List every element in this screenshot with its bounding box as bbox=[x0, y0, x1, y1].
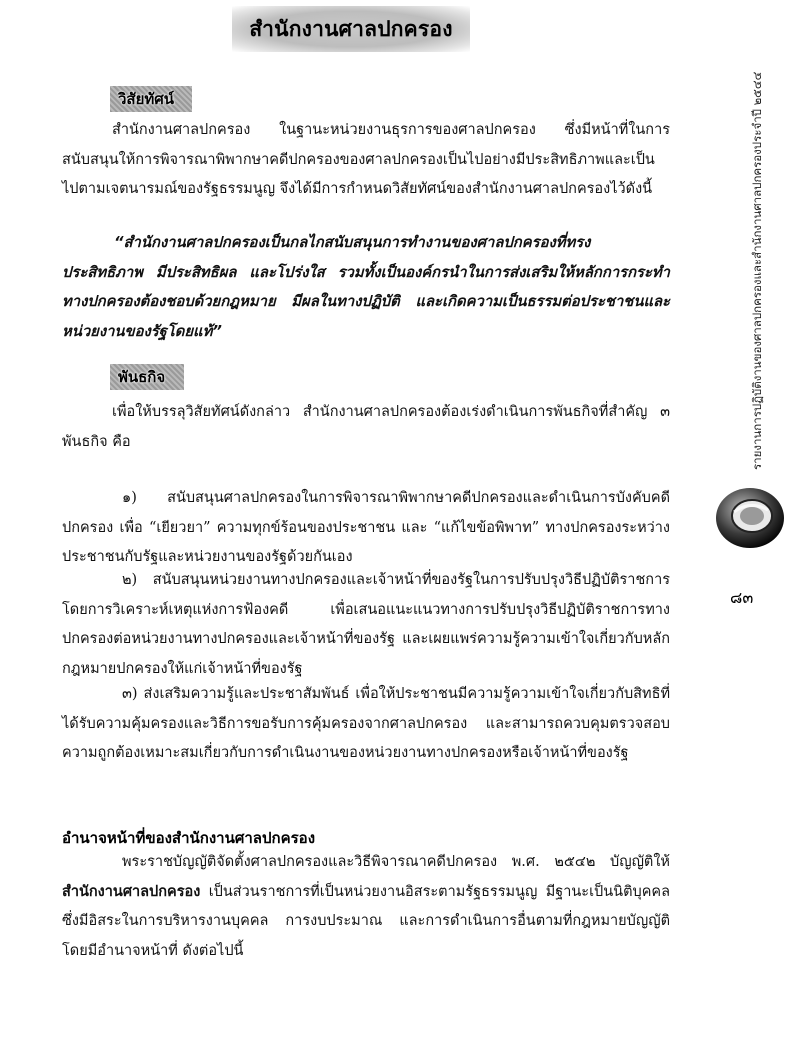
mission-intro: เพื่อให้บรรลุวิสัยทัศน์ดังกล่าว สำนักงานศาลปกครองต้องเร่งดำเนินการพันธกิจที่สำคัญ ๓ พันธกิจ คือ bbox=[62, 404, 670, 450]
page-number: ๘๓ bbox=[730, 588, 754, 607]
authority-paragraph bbox=[62, 848, 670, 966]
mission-label: พันธกิจ bbox=[118, 368, 166, 386]
ring-emblem-icon bbox=[712, 478, 788, 554]
vision-intro: สำนักงานศาลปกครอง ในฐานะหน่วยงานธุรการของศาลปกครอง ซึ่งมีหน้าที่ในการสนับสนุนให้การพิจารณาพิพากษาคดีปกครองของศาลปกครองเป็นไปอย่างมีประสิทธิภาพและเป็นไปตามเจตนารมณ์ของรัฐธรรมนูญ จึงได้มีการกำหนดวิสัยทัศน์ของสำนักงานศาลปกครองไว้ดังนี้ bbox=[62, 122, 670, 197]
mission-label-box bbox=[110, 364, 184, 390]
mission-item-1: ๑) สนับสนุนศาลปกครองในการพิจารณาพิพากษาคดีปกครองและดำเนินการบังคับคดีปกครอง เพื่อ “เยียวยา” ความทุกข์ร้อนของประชาชน และ “แก้ไขข้อพิพาท” ทางปกครองระหว่างประชาชนกับรัฐและหน่วยงานของรัฐด้วยกันเอง bbox=[62, 490, 670, 565]
authority-text-after: เป็นส่วนราชการที่เป็นหน่วยงานอิสระตามรัฐธรรมนูญ มีฐานะเป็นนิติบุคคล ซึ่งมีอิสระในการบริหารงานบุคคล การงบประมาณ และการดำเนินการอื่นตามที่กฎหมายบัญญัติ โดยมีอำนาจหน้าที่ ดังต่อไปนี้ bbox=[62, 883, 670, 959]
vision-statement: “สำนักงานศาลปกครองเป็นกลไกสนับสนุนการทำงานของศาลปกครองที่ทรงประสิทธิภาพ มีประสิทธิผล และโปร่งใส รวมทั้งเป็นองค์กรนำในการส่งเสริมให้หลักการกระทำทางปกครองต้องชอบด้วยกฎหมาย มีผลในทางปฏิบัติ และเกิดความเป็นธรรมต่อประชาชนและหน่วยงานของรัฐโดยแท้” bbox=[62, 234, 670, 340]
page-title: สำนักงานศาลปกครอง bbox=[249, 16, 453, 41]
authority-org-name: สำนักงานศาลปกครอง bbox=[62, 883, 201, 900]
mission-item-2: ๒) สนับสนุนหน่วยงานทางปกครองและเจ้าหน้าที่ของรัฐในการปรับปรุงวิธีปฏิบัติราชการ โดยการวิเคราะห์เหตุแห่งการฟ้องคดี เพื่อเสนอแนะแนวทางการปรับปรุงวิธีปฏิบัติราชการทางปกครองต่อหน่วยงานทางปกครองและเจ้าหน้าที่ของรัฐ และเผยแพร่ความรู้ความเข้าใจเกี่ยวกับหลักกฎหมายปกครองให้แก่เจ้าหน้าที่ของรัฐ bbox=[62, 572, 670, 677]
title-banner bbox=[232, 6, 470, 52]
vision-label: วิสัยทัศน์ bbox=[118, 90, 175, 108]
mission-item-3: ๓) ส่งเสริมความรู้และประชาสัมพันธ์ เพื่อให้ประชาชนมีความรู้ความเข้าใจเกี่ยวกับสิทธิที่ได้รับความคุ้มครองและวิธีการขอรับการคุ้มครองจากศาลปกครอง และสามารถควบคุมตรวจสอบความถูกต้องเหมาะสมเกี่ยวกับการดำเนินงานของหน่วยงานทางปกครองหรือเจ้าหน้าที่ของรัฐ bbox=[62, 686, 670, 761]
side-margin-text: รายงานการปฏิบัติงานของศาลปกครองและสำนักงานศาลปกครองประจำปี ๒๕๔๔ bbox=[750, 71, 764, 470]
authority-heading: อำนาจหน้าที่ของสำนักงานศาลปกครอง bbox=[62, 829, 316, 847]
vision-label-box bbox=[110, 86, 192, 112]
authority-text-before: พระราชบัญญัติจัดตั้งศาลปกครองและวิธีพิจารณาคดีปกครอง พ.ศ. ๒๕๔๒ บัญญัติให้ bbox=[122, 854, 670, 870]
